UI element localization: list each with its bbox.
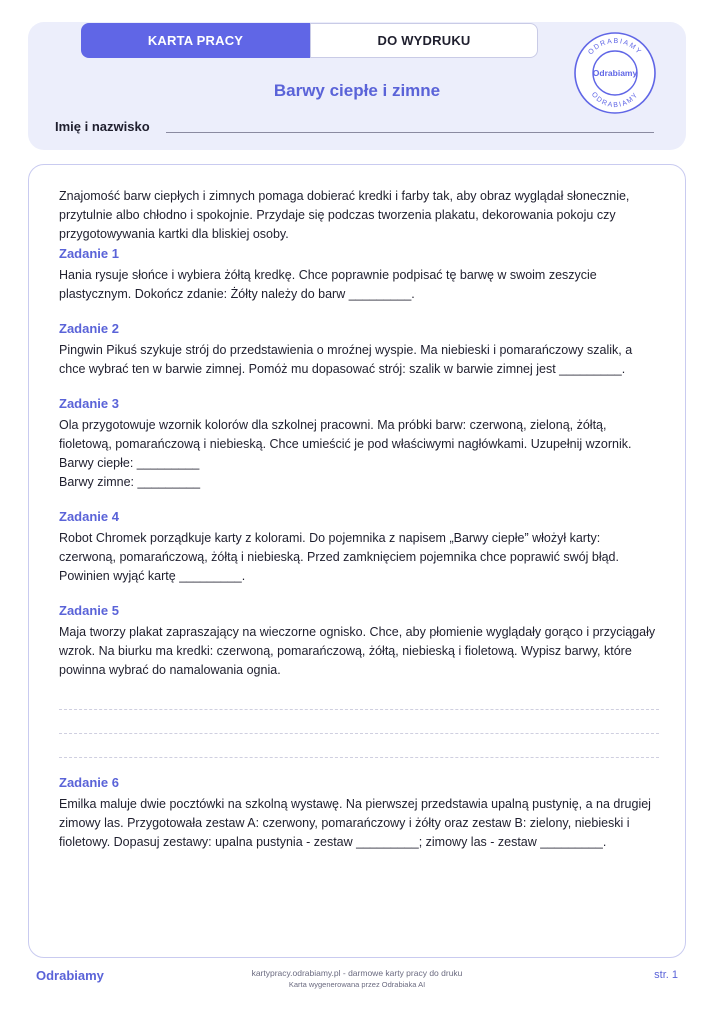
stamp-center-text: Odrabiamy — [592, 68, 638, 78]
task-title: Zadanie 3 — [59, 396, 119, 411]
answer-line — [59, 686, 659, 710]
task-title: Zadanie 5 — [59, 603, 119, 618]
task-5 — [59, 601, 659, 758]
tab-worksheet[interactable]: KARTA PRACY — [81, 23, 310, 58]
page-title: Barwy ciepłe i zimne — [273, 81, 441, 100]
answer-line — [59, 710, 659, 734]
page-number: str. 1 — [654, 969, 678, 981]
warm-colors-blank: Barwy ciepłe: _________ — [59, 456, 200, 470]
task-text: Ola przygotowuje wzornik kolorów dla szkolnej pracowni. Ma próbki barw: czerwoną, zieloną, żółtą, fioletową, pomarańczową i niebieską. Chce umieścić je pod właściwymi nagłówkami. Uzupełnij wzornik. — [59, 418, 632, 451]
odrabiamy-stamp — [573, 31, 657, 115]
worksheet-body — [28, 164, 686, 958]
cold-colors-blank: Barwy zimne: _________ — [59, 475, 201, 489]
footer-brand: Odrabiamy — [36, 968, 104, 983]
task-text: Robot Chromek porządkuje karty z kolorami. Do pojemnika z napisem „Barwy ciepłe” włożył karty: czerwoną, pomarańczową, żółtą i niebieską. Przed zamknięciem pojemnika chce poprawić swój błąd. Powinien wyjąć kartę _________. — [59, 531, 619, 583]
task-6 — [59, 773, 659, 852]
answer-lines — [59, 686, 659, 758]
name-field-line — [166, 132, 654, 133]
name-label: Imię i nazwisko — [55, 119, 150, 134]
task-3 — [59, 394, 659, 492]
task-title: Zadanie 1 — [59, 246, 119, 261]
intro-text: Znajomość barw ciepłych i zimnych pomaga dobierać kredki i farby tak, aby obraz wyglądał słonecznie, przytulnie albo chłodno i spokojnie. Przydaje się podczas tworzenia plakatu, dekorowania pokoju czy przygotowywania kartki dla bliskiej osoby. — [59, 189, 630, 241]
tab-print[interactable]: DO WYDRUKU — [310, 23, 538, 58]
footer-generated-note: Karta wygenerowana przez Odrabiaka AI — [288, 980, 426, 989]
task-2 — [59, 319, 659, 379]
footer-site-link[interactable]: kartypracy.odrabiamy.pl - darmowe karty pracy do druku — [251, 968, 463, 978]
task-text: Hania rysuje słońce i wybiera żółtą kredkę. Chce poprawnie podpisać tę barwę w swoim zeszycie plastycznym. Dokończ zdanie: Żółty należy do barw _________. — [59, 268, 597, 301]
task-title: Zadanie 2 — [59, 321, 119, 336]
task-1 — [59, 244, 659, 304]
worksheet-content — [59, 187, 659, 867]
task-text: Emilka maluje dwie pocztówki na szkolną wystawę. Na pierwszej przedstawia upalną pustynię, a na drugiej zimowy las. Przygotowała zestaw A: czerwony, pomarańczowy i żółty oraz zestaw B: zielony, niebieski i fioletowy. Dopasuj zestawy: upalna pustynia - zestaw _________; zimowy las - zestaw _________. — [59, 797, 651, 849]
answer-line — [59, 734, 659, 758]
task-4 — [59, 507, 659, 586]
footer-info — [0, 967, 714, 990]
task-title: Zadanie 4 — [59, 509, 119, 524]
task-text: Maja tworzy plakat zapraszający na wieczorne ognisko. Chce, aby płomienie wyglądały gorąco i przyciągały wzrok. Na biurku ma kredki: czerwoną, pomarańczową, żółtą, niebieską i fioletową. Wypisz barwy, które powinna wybrać do namalowania ognia. — [59, 625, 656, 677]
stamp-bottom-text: ODRABIAMY — [589, 91, 641, 110]
stamp-top-text: ODRABIAMY — [587, 37, 643, 57]
task-title: Zadanie 6 — [59, 775, 119, 790]
task-text: Pingwin Pikuś szykuje strój do przedstawienia o mroźnej wyspie. Ma niebieski i pomarańczowy szalik, a chce wybrać ten w barwie zimnej. Pomóż mu dopasować strój: szalik w barwie zimnej jest _________. — [59, 343, 633, 376]
